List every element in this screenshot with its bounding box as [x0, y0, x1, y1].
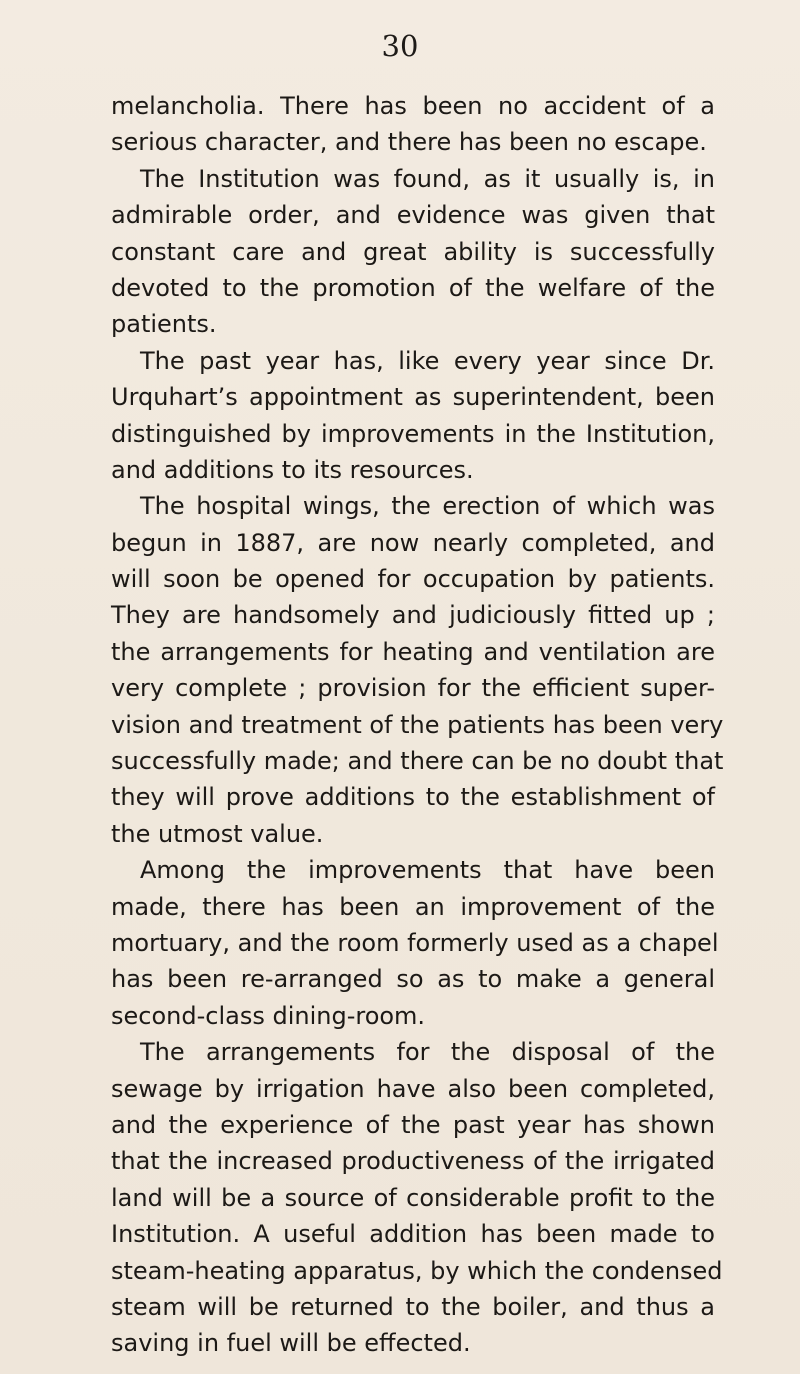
text-line: and additions to its resources. — [111, 455, 474, 484]
text-line: sewage by irrigation have also been completed, — [111, 1074, 715, 1103]
text-line: vision and treatment of the patients has been very — [111, 710, 724, 739]
text-line: made, there has been an improvement of the — [111, 892, 715, 921]
text-line: serious character, and there has been no escape. — [111, 128, 707, 157]
text-line: has been re-arranged so as to make a general — [111, 965, 715, 994]
text-line: will soon be opened for occupation by patients. — [111, 565, 715, 594]
text-line: second-class dining-room. — [111, 1001, 426, 1030]
text-line: and the experience of the past year has shown — [111, 1110, 715, 1139]
text-line: saving in fuel will be effected. — [111, 1329, 471, 1358]
text-line: admirable order, and evidence was given that — [111, 201, 715, 230]
page-number: 30 — [381, 29, 419, 63]
text-line: The Institution was found, as it usually is, in — [140, 164, 715, 193]
text-line: very complete ; provision for the efficient super- — [111, 674, 715, 703]
text-line: successfully made; and there can be no doubt that — [111, 747, 724, 776]
text-line: They are handsomely and judiciously fitted up ; — [111, 601, 715, 630]
text-line: distinguished by improvements in the Institution, — [111, 419, 715, 448]
text-line: they will prove additions to the establishment of — [111, 783, 715, 812]
text-line: mortuary, and the room formerly used as a chapel — [111, 928, 719, 957]
text-line: the utmost value. — [111, 819, 324, 848]
text-line: patients. — [111, 310, 217, 339]
text-line: steam-heating apparatus, by which the condensed — [111, 1256, 723, 1285]
text-line: devoted to the promotion of the welfare of the — [111, 273, 715, 302]
text-line: The hospital wings, the erection of which was — [140, 492, 715, 521]
text-line: the arrangements for heating and ventilation are — [111, 637, 715, 666]
text-line: melancholia. There has been no accident of a — [111, 92, 715, 120]
text-line: The arrangements for the disposal of the — [140, 1038, 715, 1067]
text-line: that the increased productiveness of the irrigated — [111, 1147, 715, 1176]
text-line: Urquhart’s appointment as superintendent, been — [111, 383, 715, 412]
body-text — [111, 88, 724, 1362]
text-line: begun in 1887, are now nearly completed, and — [111, 528, 715, 557]
text-line: The past year has, like every year since Dr. — [140, 346, 715, 375]
text-line: Institution. A useful addition has been made to — [111, 1220, 715, 1249]
text-line: steam will be returned to the boiler, and thus a — [111, 1292, 715, 1321]
text-line: land will be a source of considerable profit to the — [111, 1183, 715, 1212]
text-line: constant care and great ability is successfully — [111, 237, 715, 266]
text-line: Among the improvements that have been — [140, 856, 715, 885]
